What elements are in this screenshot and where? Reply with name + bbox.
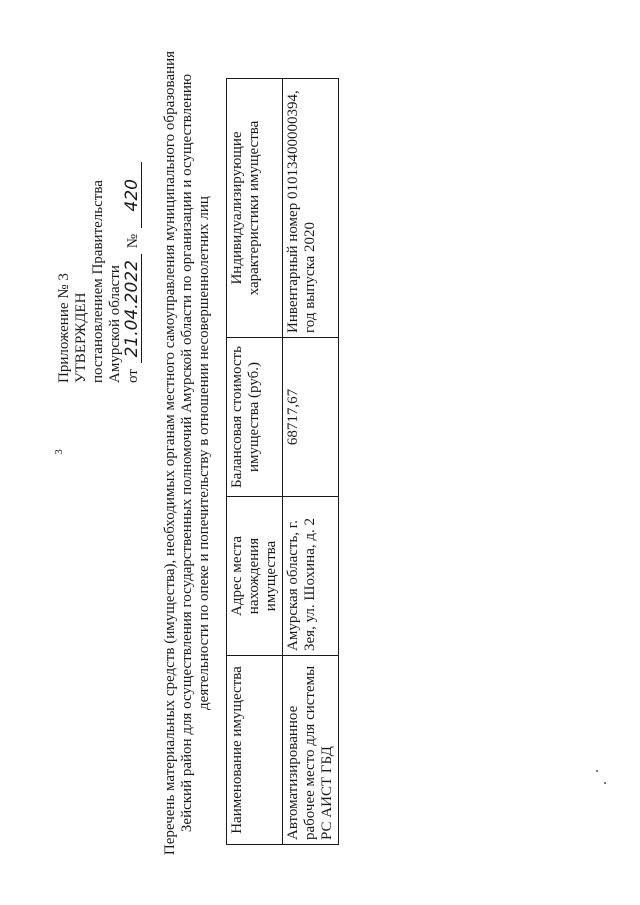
title-line: Перечень материальных средств (имущества), необходимых органам местного самоуправления муниципального образования	[162, 50, 178, 855]
column-header: Индивидуализирующие характеристики имущества	[227, 78, 283, 337]
column-header: Балансовая стоимость имущества (руб.)	[227, 337, 283, 496]
appendix-label: Приложение № 3	[56, 272, 72, 383]
column-header: Адрес места нахождения имущества	[227, 496, 283, 655]
handwritten-date: 21.04.2022	[124, 254, 142, 363]
title-line: деятельности по опеке и попечительству в отношении несовершеннолетних лиц	[196, 195, 212, 710]
table-cell: Амурская область, г. Зея, ул. Шохина, д. 2	[283, 496, 339, 655]
document-title	[162, 43, 213, 863]
handwritten-number: 420	[124, 162, 142, 228]
table-cell: Инвентарный номер 01013400000394, год выпуска 2020	[283, 78, 339, 337]
date-prefix: от	[125, 368, 141, 383]
approved-by-label: постановлением Правительства	[90, 179, 106, 383]
number-prefix: №	[125, 233, 141, 248]
approval-stamp-block	[56, 83, 142, 383]
property-table	[226, 78, 339, 845]
rotated-page-content	[50, 43, 590, 863]
scan-speck	[596, 770, 598, 772]
table-header-row	[227, 78, 283, 844]
title-line: Зейский район для осуществления государственных полномочий Амурской области по организации и осуществлению	[179, 73, 195, 832]
scan-speck	[604, 782, 606, 784]
table-cell: 68717,67	[283, 337, 339, 496]
table-row	[283, 78, 339, 844]
column-header: Наименование имущества	[227, 655, 283, 844]
approved-label: УТВЕРЖДЕН	[73, 292, 89, 383]
region-label: Амурской области	[107, 264, 123, 383]
page-number: 3	[52, 449, 65, 455]
date-number-line	[124, 83, 142, 383]
table-cell: Автоматизированное рабочее место для системы РС АИСТ ГБД	[283, 655, 339, 844]
